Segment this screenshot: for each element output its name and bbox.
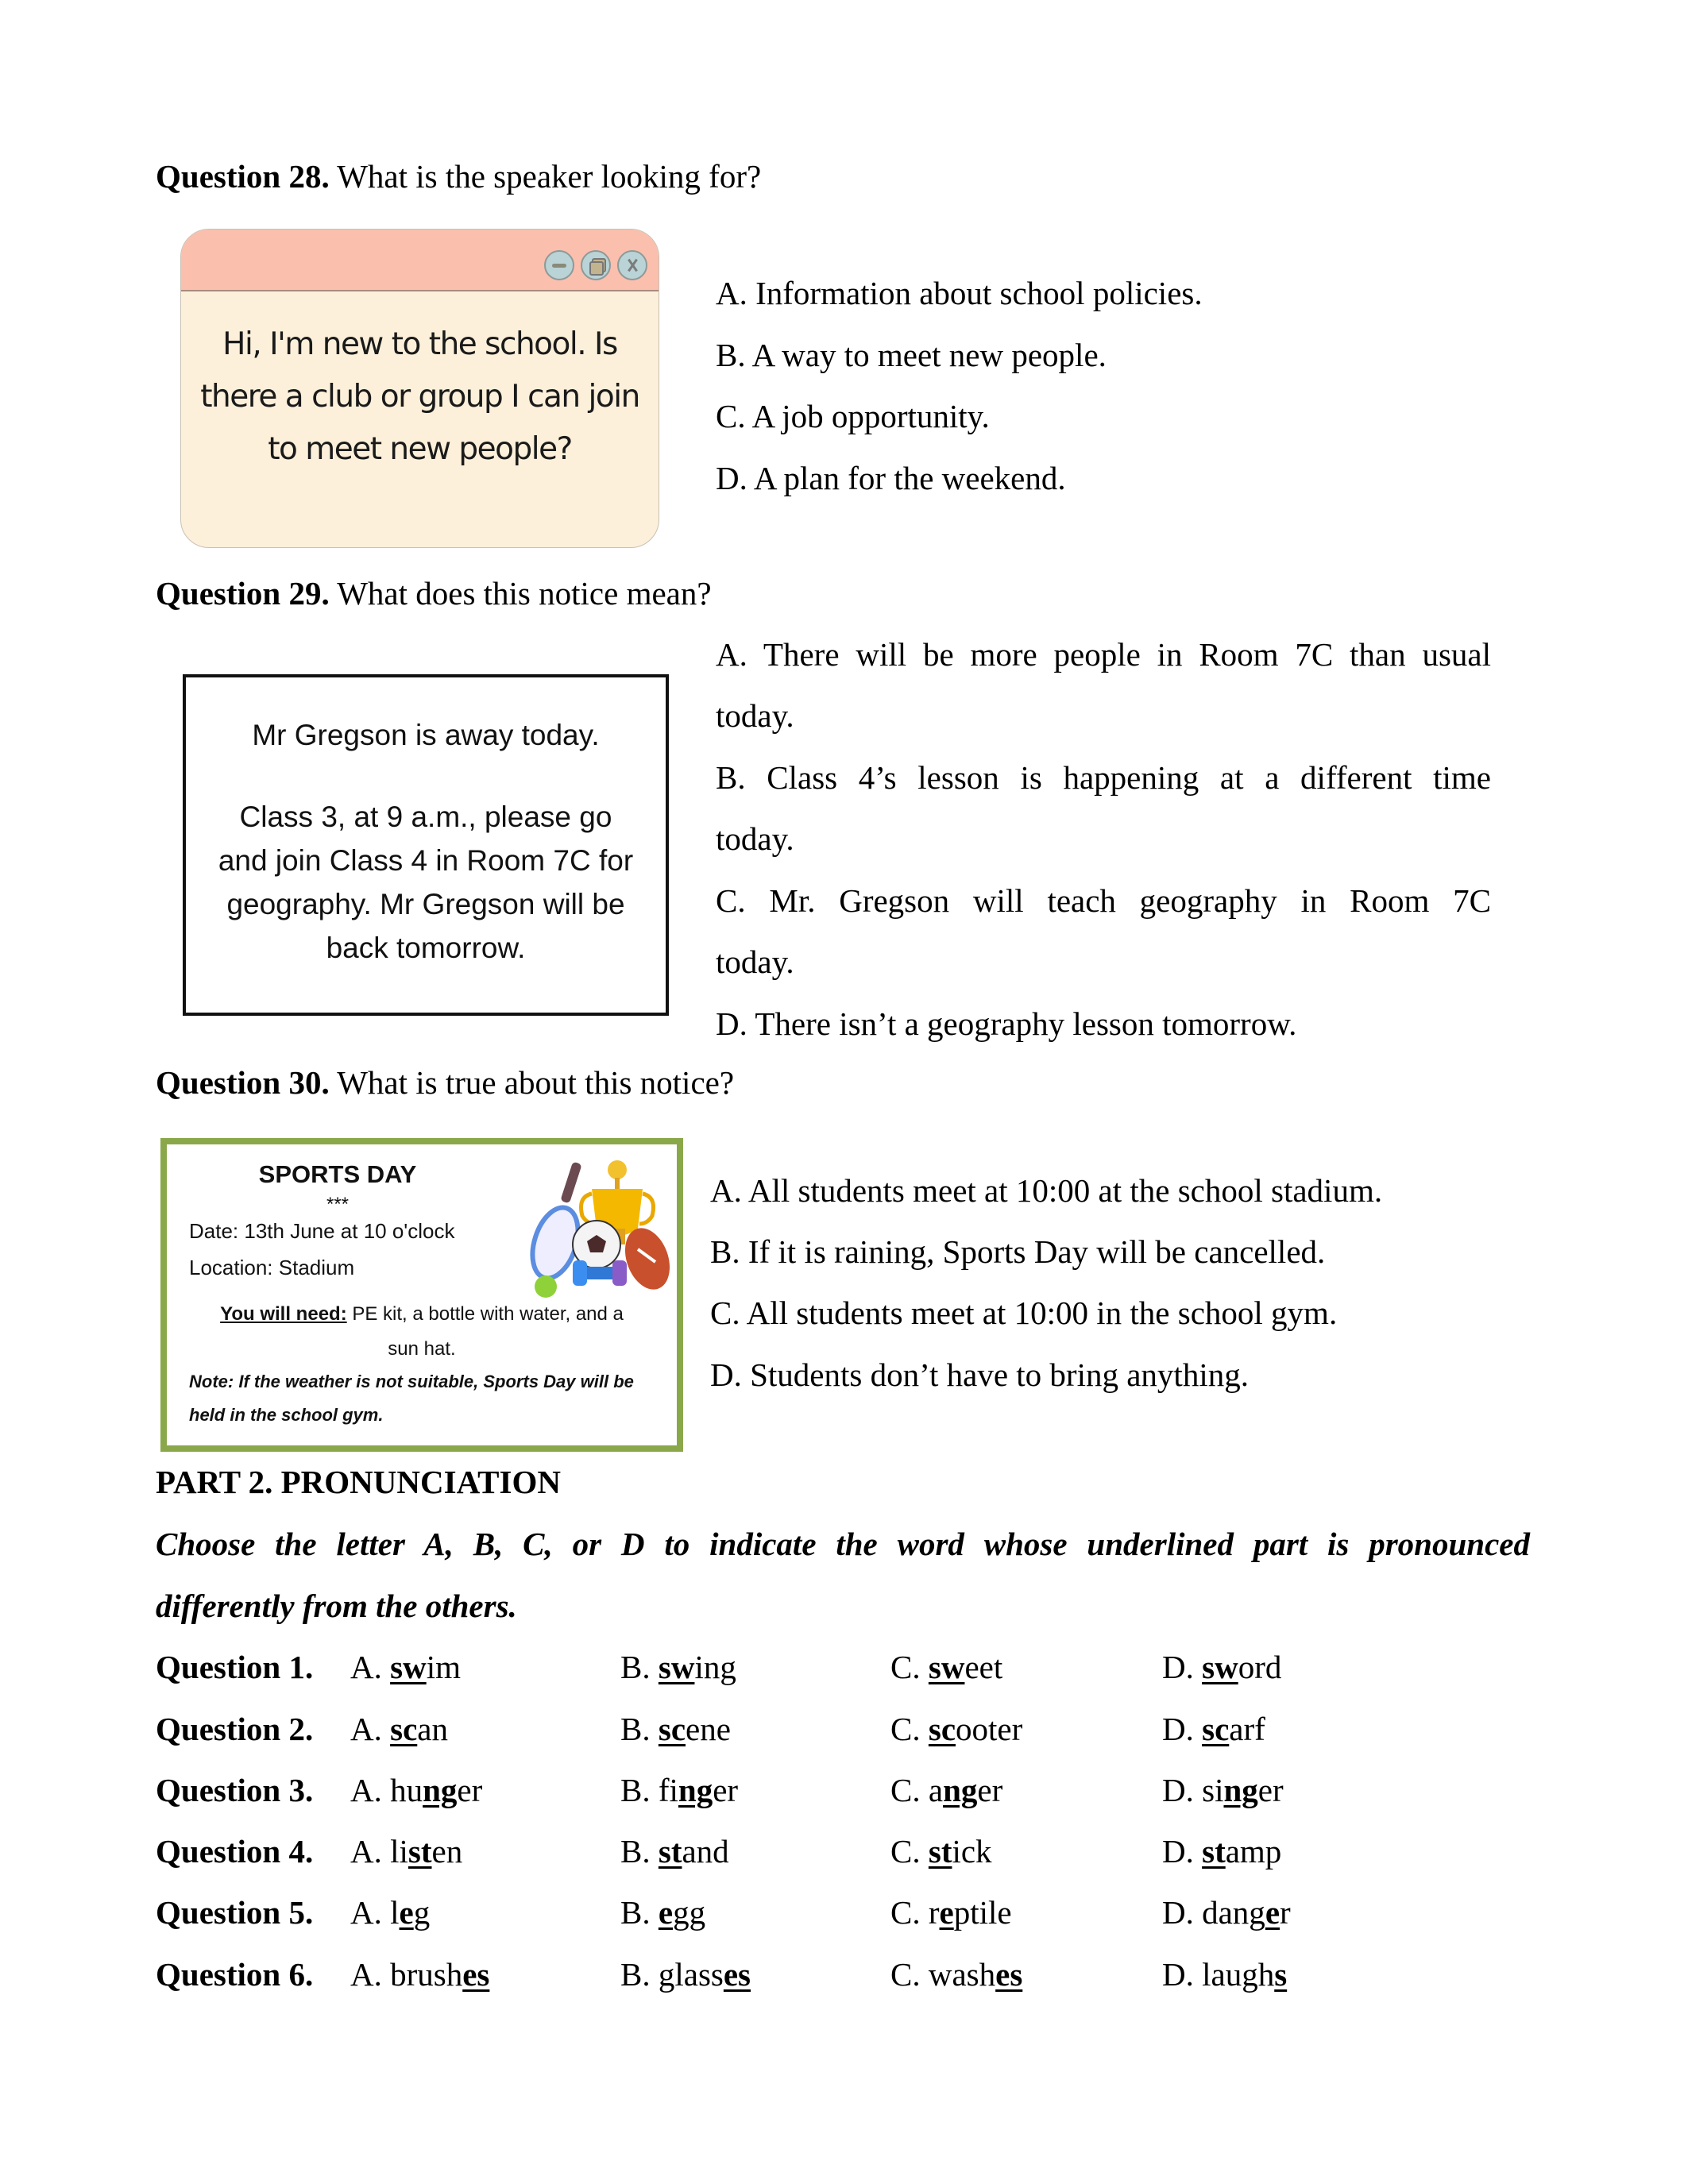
option-letter: D. (1162, 1894, 1203, 1931)
underlined-part: st (1202, 1833, 1226, 1870)
option-letter: B. (620, 1894, 659, 1931)
word-prefix: brush (390, 1956, 463, 1993)
word-suffix: er (977, 1772, 1003, 1808)
q30-option-a: A. All students meet at 10:00 at the school stadium. (710, 1172, 1383, 1209)
underlined-part: sw (658, 1649, 695, 1685)
question-29-heading (156, 573, 712, 613)
underlined-part: st (928, 1833, 952, 1870)
pronunciation-option (620, 1831, 729, 1871)
underlined-part: sc (390, 1711, 418, 1747)
message-line: Hi, I'm new to the school. Is (222, 326, 617, 362)
instruction-line-2: differently from the others. (156, 1588, 517, 1624)
pronunciation-option (890, 1831, 992, 1871)
pronunciation-option (620, 1954, 751, 1994)
word-suffix: gg (673, 1894, 706, 1931)
word-suffix: eet (964, 1649, 1003, 1685)
word-prefix: laugh (1202, 1956, 1275, 1993)
word-suffix: im (426, 1649, 461, 1685)
question-prompt: What does this notice mean? (329, 575, 712, 612)
underlined-part: s (1274, 1956, 1288, 1993)
notice-line: and join Class 4 in Room 7C for (218, 844, 634, 877)
word-prefix: l (390, 1894, 400, 1931)
word-suffix: g (413, 1894, 431, 1931)
pronunciation-question-label: Question 5. (156, 1894, 314, 1931)
word-suffix: an (417, 1711, 448, 1747)
underlined-part: sc (928, 1711, 956, 1747)
word-suffix: ord (1238, 1649, 1282, 1685)
q28-option-a: A. Information about school policies. (716, 275, 1203, 311)
window-title-bar (181, 230, 659, 291)
pronunciation-option (350, 1709, 448, 1749)
question-30-heading (156, 1063, 734, 1102)
option-letter: B. (620, 1711, 659, 1747)
underlined-part: ng (678, 1772, 713, 1808)
option-letter: D. (1162, 1833, 1203, 1870)
q28-option-b: B. A way to meet new people. (716, 337, 1107, 373)
pronunciation-option (890, 1893, 1012, 1932)
underlined-part: ng (423, 1772, 458, 1808)
pronunciation-option (350, 1954, 489, 1994)
poster-date: Date: 13th June at 10 o'clock (189, 1219, 455, 1243)
poster-location: Location: Stadium (189, 1256, 355, 1279)
q30-option-d: D. Students don’t have to bring anything. (710, 1356, 1249, 1393)
pronunciation-question-label: Question 4. (156, 1833, 314, 1870)
chat-window-illustration (180, 229, 659, 548)
q28-option-d: D. A plan for the weekend. (716, 460, 1066, 496)
pronunciation-option (1162, 1770, 1284, 1810)
part-2-heading: PART 2. PRONUNCIATION (156, 1464, 561, 1500)
notice-line: back tomorrow. (326, 932, 526, 964)
need-label: You will need: (220, 1303, 347, 1325)
option-letter: C. (890, 1649, 929, 1685)
option-letter: A. (350, 1649, 391, 1685)
underlined-part: es (995, 1956, 1023, 1993)
q30-option-b: B. If it is raining, Sports Day will be cancelled. (710, 1233, 1326, 1270)
question-label: Question 28. (156, 158, 330, 195)
word-prefix: a (928, 1772, 944, 1808)
sports-day-poster (160, 1138, 683, 1452)
pronunciation-option (890, 1709, 1022, 1749)
underlined-part: e (939, 1894, 954, 1931)
notice-headline: Mr Gregson is away today. (252, 719, 600, 751)
chat-message (181, 318, 659, 476)
poster-stars: *** (326, 1194, 350, 1215)
option-letter: A. (350, 1894, 391, 1931)
option-letter: A. (350, 1772, 391, 1808)
underlined-part: st (408, 1833, 432, 1870)
option-letter: D. (1162, 1772, 1203, 1808)
minimize-icon (544, 250, 574, 280)
underlined-part: sw (928, 1649, 965, 1685)
pronunciation-option (350, 1831, 462, 1871)
word-prefix: li (390, 1833, 408, 1870)
word-suffix: and (682, 1833, 729, 1870)
option-letter: C. (890, 1711, 929, 1747)
underlined-part: es (462, 1956, 490, 1993)
poster-requirements (167, 1297, 677, 1367)
underlined-part: e (399, 1894, 414, 1931)
q29-option-a: A. There will be more people in Room 7C than usual (716, 636, 1491, 673)
underlined-part: ng (1223, 1772, 1258, 1808)
word-suffix: ing (694, 1649, 736, 1685)
word-suffix: r (1280, 1894, 1291, 1931)
question-label: Question 30. (156, 1064, 330, 1101)
notice-body (186, 795, 666, 970)
message-line: there a club or group I can join (200, 379, 639, 415)
word-suffix: er (713, 1772, 739, 1808)
pronunciation-option (350, 1893, 430, 1932)
underlined-part: sc (658, 1711, 686, 1747)
q29-option-b-cont: today. (716, 820, 794, 857)
question-label: Question 29. (156, 575, 330, 612)
question-28-heading (156, 156, 761, 196)
option-letter: D. (1162, 1956, 1203, 1993)
option-letter: A. (350, 1711, 391, 1747)
word-suffix: er (1257, 1772, 1284, 1808)
option-letter: A. (350, 1833, 391, 1870)
option-letter: A. (350, 1956, 391, 1993)
option-letter: C. (890, 1833, 929, 1870)
question-prompt: What is true about this notice? (329, 1064, 735, 1101)
pronunciation-option (890, 1770, 1002, 1810)
pronunciation-question-label: Question 3. (156, 1772, 314, 1808)
instruction-line-1: Choose the letter A, B, C, or D to indicate the word whose underlined part is pronounced (156, 1526, 1530, 1562)
option-letter: B. (620, 1649, 659, 1685)
option-letter: C. (890, 1772, 929, 1808)
q29-option-a-cont: today. (716, 697, 794, 734)
option-letter: C. (890, 1956, 929, 1993)
need-text: PE kit, a bottle with water, and a (346, 1303, 624, 1325)
word-prefix: glass (658, 1956, 724, 1993)
pronunciation-option (890, 1647, 1002, 1687)
word-suffix: ick (952, 1833, 992, 1870)
pronunciation-option (620, 1709, 731, 1749)
close-icon (617, 250, 647, 280)
pronunciation-option (1162, 1893, 1291, 1932)
q30-option-c: C. All students meet at 10:00 in the school gym. (710, 1295, 1338, 1331)
message-line: to meet new people? (268, 431, 572, 467)
underlined-part: es (723, 1956, 751, 1993)
option-letter: B. (620, 1772, 659, 1808)
underlined-part: ng (943, 1772, 978, 1808)
option-letter: D. (1162, 1711, 1203, 1747)
word-suffix: amp (1225, 1833, 1282, 1870)
pronunciation-question-label: Question 6. (156, 1956, 314, 1993)
underlined-part: e (658, 1894, 674, 1931)
underlined-part: sw (1202, 1649, 1238, 1685)
word-suffix: ooter (956, 1711, 1023, 1747)
q28-option-c: C. A job opportunity. (716, 398, 990, 434)
option-letter: D. (1162, 1649, 1203, 1685)
pronunciation-option (350, 1770, 482, 1810)
word-suffix: en (431, 1833, 463, 1870)
option-letter: C. (890, 1894, 929, 1931)
pronunciation-option (620, 1770, 738, 1810)
word-suffix: arf (1229, 1711, 1265, 1747)
underlined-part: e (1265, 1894, 1280, 1931)
pronunciation-option (1162, 1709, 1265, 1749)
pronunciation-question-label: Question 2. (156, 1711, 314, 1747)
option-letter: B. (620, 1833, 659, 1870)
sports-equipment-icon (528, 1156, 671, 1306)
word-prefix: wash (928, 1956, 996, 1993)
restore-icon (581, 250, 611, 280)
notice-line: geography. Mr Gregson will be (226, 888, 625, 920)
need-text-cont: sun hat. (388, 1338, 456, 1360)
question-prompt: What is the speaker looking for? (329, 158, 762, 195)
underlined-part: st (658, 1833, 682, 1870)
pronunciation-option (1162, 1831, 1281, 1871)
underlined-part: sc (1202, 1711, 1230, 1747)
pronunciation-question-label: Question 1. (156, 1649, 314, 1685)
word-suffix: er (457, 1772, 483, 1808)
word-prefix: si (1202, 1772, 1224, 1808)
pronunciation-option (350, 1647, 461, 1687)
word-suffix: ene (686, 1711, 731, 1747)
pronunciation-option (890, 1954, 1022, 1994)
q29-option-b: B. Class 4’s lesson is happening at a different time (716, 759, 1491, 796)
word-prefix: fi (658, 1772, 678, 1808)
notice-line: Class 3, at 9 a.m., please go (239, 801, 612, 833)
pronunciation-option (620, 1647, 736, 1687)
option-letter: B. (620, 1956, 659, 1993)
word-prefix: r (928, 1894, 940, 1931)
poster-note: Note: If the weather is not suitable, Sports Day will be held in the school gym. (189, 1372, 634, 1425)
q29-option-c: C. Mr. Gregson will teach geography in Room 7C (716, 882, 1491, 919)
word-prefix: dang (1202, 1894, 1265, 1931)
q29-option-c-cont: today. (716, 943, 794, 980)
poster-title: SPORTS DAY (258, 1160, 417, 1188)
pronunciation-option (1162, 1954, 1287, 1994)
underlined-part: sw (390, 1649, 427, 1685)
pronunciation-option (1162, 1647, 1281, 1687)
pronunciation-option (620, 1893, 705, 1932)
q29-option-d: D. There isn’t a geography lesson tomorrow. (716, 1005, 1297, 1042)
teacher-absence-notice (183, 674, 669, 1016)
word-prefix: hu (390, 1772, 423, 1808)
word-suffix: ptile (953, 1894, 1012, 1931)
